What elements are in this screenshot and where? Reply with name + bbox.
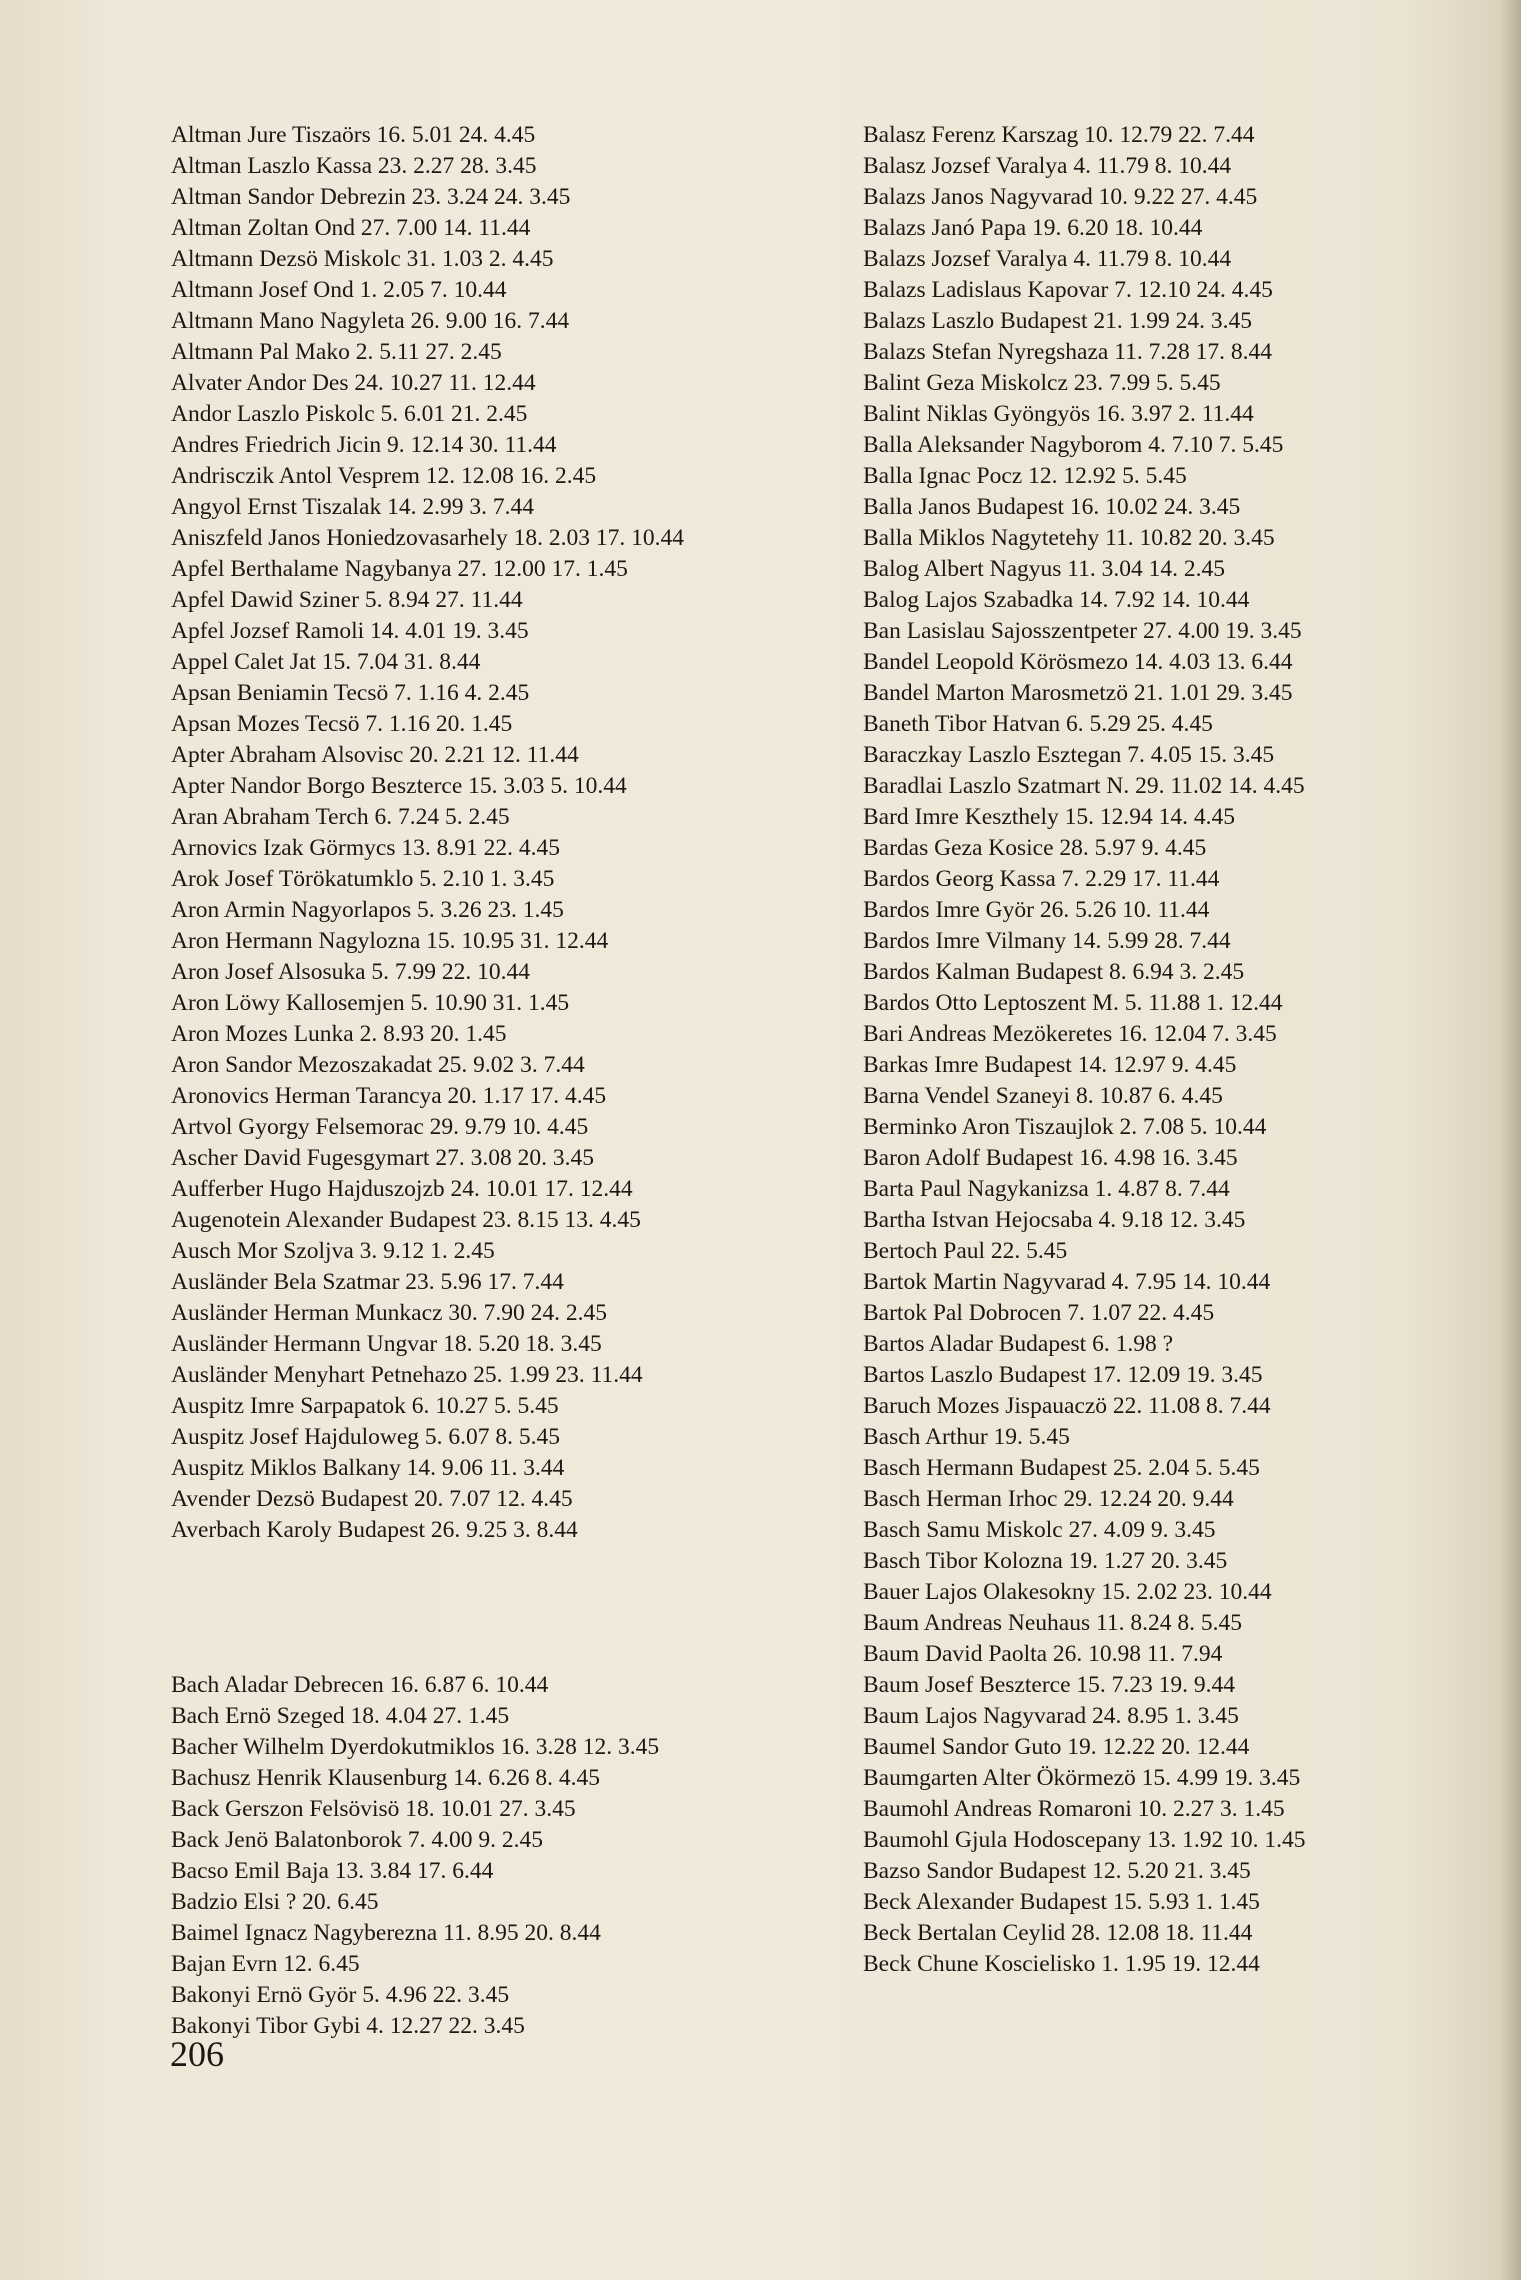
- list-item: Bardos Otto Leptoszent M. 5. 11.88 1. 12.44: [863, 990, 1283, 1016]
- list-item: Apsan Beniamin Tecsö 7. 1.16 4. 2.45: [171, 680, 530, 706]
- list-item: Andres Friedrich Jicin 9. 12.14 30. 11.44: [171, 432, 557, 458]
- list-item: Balla Aleksander Nagyborom 4. 7.10 7. 5.45: [863, 432, 1284, 458]
- list-item: Bachusz Henrik Klausenburg 14. 6.26 8. 4.45: [171, 1765, 601, 1791]
- list-item: Bartok Pal Dobrocen 7. 1.07 22. 4.45: [863, 1300, 1215, 1326]
- list-item: Baruch Mozes Jispauaczö 22. 11.08 8. 7.44: [863, 1393, 1271, 1419]
- list-item: Balazs Stefan Nyregshaza 11. 7.28 17. 8.44: [863, 339, 1272, 365]
- list-item: Bauer Lajos Olakesokny 15. 2.02 23. 10.44: [863, 1579, 1272, 1605]
- list-item: Bardos Kalman Budapest 8. 6.94 3. 2.45: [863, 959, 1245, 985]
- list-item: Barkas Imre Budapest 14. 12.97 9. 4.45: [863, 1052, 1237, 1078]
- list-item: Aran Abraham Terch 6. 7.24 5. 2.45: [171, 804, 510, 830]
- list-item: Altman Jure Tiszaörs 16. 5.01 24. 4.45: [171, 122, 536, 148]
- list-item: Andor Laszlo Piskolc 5. 6.01 21. 2.45: [171, 401, 528, 427]
- list-item: Balazs Ladislaus Kapovar 7. 12.10 24. 4.45: [863, 277, 1273, 303]
- list-item: Apfel Dawid Sziner 5. 8.94 27. 11.44: [171, 587, 523, 613]
- list-item: Bari Andreas Mezökeretes 16. 12.04 7. 3.45: [863, 1021, 1277, 1047]
- list-item: Bardos Georg Kassa 7. 2.29 17. 11.44: [863, 866, 1220, 892]
- list-item: Balasz Jozsef Varalya 4. 11.79 8. 10.44: [863, 153, 1232, 179]
- list-item: Altman Laszlo Kassa 23. 2.27 28. 3.45: [171, 153, 537, 179]
- list-item: Balog Albert Nagyus 11. 3.04 14. 2.45: [863, 556, 1226, 582]
- list-item: Altman Sandor Debrezin 23. 3.24 24. 3.45: [171, 184, 571, 210]
- list-item: Beck Alexander Budapest 15. 5.93 1. 1.45: [863, 1889, 1260, 1915]
- list-item: Aron Josef Alsosuka 5. 7.99 22. 10.44: [171, 959, 531, 985]
- list-item: Baum Josef Beszterce 15. 7.23 19. 9.44: [863, 1672, 1236, 1698]
- list-item: Bard Imre Keszthely 15. 12.94 14. 4.45: [863, 804, 1236, 830]
- list-item: Baumgarten Alter Ökörmezö 15. 4.99 19. 3.45: [863, 1765, 1301, 1791]
- list-item: Bardos Imre Györ 26. 5.26 10. 11.44: [863, 897, 1210, 923]
- list-item: Ascher David Fugesgymart 27. 3.08 20. 3.45: [171, 1145, 594, 1171]
- list-item: Ausländer Herman Munkacz 30. 7.90 24. 2.45: [171, 1300, 607, 1326]
- list-item: Balazs Laszlo Budapest 21. 1.99 24. 3.45: [863, 308, 1252, 334]
- list-item: Ausch Mor Szoljva 3. 9.12 1. 2.45: [171, 1238, 495, 1264]
- list-item: Aron Armin Nagyorlapos 5. 3.26 23. 1.45: [171, 897, 564, 923]
- list-item: Averbach Karoly Budapest 26. 9.25 3. 8.44: [171, 1517, 578, 1543]
- list-item: Baumel Sandor Guto 19. 12.22 20. 12.44: [863, 1734, 1250, 1760]
- list-item: Barta Paul Nagykanizsa 1. 4.87 8. 7.44: [863, 1176, 1230, 1202]
- list-item: Bardas Geza Kosice 28. 5.97 9. 4.45: [863, 835, 1207, 861]
- list-item: Baum Andreas Neuhaus 11. 8.24 8. 5.45: [863, 1610, 1242, 1636]
- right-column: [863, 120, 1463, 1980]
- list-item: Bach Ernö Szeged 18. 4.04 27. 1.45: [171, 1703, 510, 1729]
- list-item: Bacher Wilhelm Dyerdokutmiklos 16. 3.28 12. 3.45: [171, 1734, 660, 1760]
- left-column: [171, 120, 811, 2042]
- list-item: Balla Janos Budapest 16. 10.02 24. 3.45: [863, 494, 1241, 520]
- list-item: Alvater Andor Des 24. 10.27 11. 12.44: [171, 370, 536, 396]
- list-item: Bach Aladar Debrecen 16. 6.87 6. 10.44: [171, 1672, 549, 1698]
- list-item: Balazs Janos Nagyvarad 10. 9.22 27. 4.45: [863, 184, 1258, 210]
- list-item: Badzio Elsi ? 20. 6.45: [171, 1889, 379, 1915]
- list-item: Basch Hermann Budapest 25. 2.04 5. 5.45: [863, 1455, 1260, 1481]
- list-item: Aufferber Hugo Hajduszojzb 24. 10.01 17. 12.44: [171, 1176, 633, 1202]
- list-item: Basch Arthur 19. 5.45: [863, 1424, 1070, 1450]
- list-item: Appel Calet Jat 15. 7.04 31. 8.44: [171, 649, 481, 675]
- list-item: Basch Samu Miskolc 27. 4.09 9. 3.45: [863, 1517, 1216, 1543]
- list-item: Balazs Janó Papa 19. 6.20 18. 10.44: [863, 215, 1203, 241]
- list-item: Balazs Jozsef Varalya 4. 11.79 8. 10.44: [863, 246, 1232, 272]
- list-item: Auspitz Imre Sarpapatok 6. 10.27 5. 5.45: [171, 1393, 559, 1419]
- list-item: Basch Tibor Kolozna 19. 1.27 20. 3.45: [863, 1548, 1228, 1574]
- list-item: Apfel Jozsef Ramoli 14. 4.01 19. 3.45: [171, 618, 529, 644]
- list-item: Altmann Dezsö Miskolc 31. 1.03 2. 4.45: [171, 246, 554, 272]
- list-item: Arnovics Izak Görmycs 13. 8.91 22. 4.45: [171, 835, 560, 861]
- list-item: Bartos Aladar Budapest 6. 1.98 ?: [863, 1331, 1174, 1357]
- page-number: 206: [170, 2034, 224, 2074]
- list-item: Baumohl Gjula Hodoscepany 13. 1.92 10. 1.45: [863, 1827, 1306, 1853]
- list-item: Aron Mozes Lunka 2. 8.93 20. 1.45: [171, 1021, 507, 1047]
- list-item: Bartos Laszlo Budapest 17. 12.09 19. 3.45: [863, 1362, 1263, 1388]
- list-item: Altmann Mano Nagyleta 26. 9.00 16. 7.44: [171, 308, 570, 334]
- list-item: Artvol Gyorgy Felsemorac 29. 9.79 10. 4.45: [171, 1114, 589, 1140]
- list-item: Balla Ignac Pocz 12. 12.92 5. 5.45: [863, 463, 1187, 489]
- list-item: Aron Sandor Mezoszakadat 25. 9.02 3. 7.44: [171, 1052, 585, 1078]
- list-item: Baimel Ignacz Nagyberezna 11. 8.95 20. 8.44: [171, 1920, 601, 1946]
- list-item: Baum Lajos Nagyvarad 24. 8.95 1. 3.45: [863, 1703, 1239, 1729]
- list-item: Bandel Marton Marosmetzö 21. 1.01 29. 3.45: [863, 680, 1293, 706]
- list-item: Apter Abraham Alsovisc 20. 2.21 12. 11.44: [171, 742, 579, 768]
- list-item: Altmann Josef Ond 1. 2.05 7. 10.44: [171, 277, 507, 303]
- page-binding-shadow: [1499, 0, 1521, 2280]
- list-item: Aron Hermann Nagylozna 15. 10.95 31. 12.44: [171, 928, 609, 954]
- list-item: Berminko Aron Tiszaujlok 2. 7.08 5. 10.44: [863, 1114, 1267, 1140]
- list-item: Ban Lasislau Sajosszentpeter 27. 4.00 19. 3.45: [863, 618, 1302, 644]
- list-item: Beck Bertalan Ceylid 28. 12.08 18. 11.44: [863, 1920, 1253, 1946]
- list-item: Aron Löwy Kallosemjen 5. 10.90 31. 1.45: [171, 990, 570, 1016]
- list-item: Balla Miklos Nagytetehy 11. 10.82 20. 3.45: [863, 525, 1275, 551]
- list-item: Ausländer Bela Szatmar 23. 5.96 17. 7.44: [171, 1269, 564, 1295]
- list-item: Beck Chune Koscielisko 1. 1.95 19. 12.44: [863, 1951, 1260, 1977]
- list-item: Bardos Imre Vilmany 14. 5.99 28. 7.44: [863, 928, 1231, 954]
- list-item: Avender Dezsö Budapest 20. 7.07 12. 4.45: [171, 1486, 573, 1512]
- list-item: Bandel Leopold Körösmezo 14. 4.03 13. 6.44: [863, 649, 1293, 675]
- list-item: Balint Geza Miskolcz 23. 7.99 5. 5.45: [863, 370, 1221, 396]
- list-item: Bartok Martin Nagyvarad 4. 7.95 14. 10.44: [863, 1269, 1271, 1295]
- list-item: Barna Vendel Szaneyi 8. 10.87 6. 4.45: [863, 1083, 1223, 1109]
- list-item: Auspitz Miklos Balkany 14. 9.06 11. 3.44: [171, 1455, 565, 1481]
- list-item: Angyol Ernst Tiszalak 14. 2.99 3. 7.44: [171, 494, 534, 520]
- list-item: Bertoch Paul 22. 5.45: [863, 1238, 1068, 1264]
- list-item: Back Jenö Balatonborok 7. 4.00 9. 2.45: [171, 1827, 544, 1853]
- list-item: Apsan Mozes Tecsö 7. 1.16 20. 1.45: [171, 711, 513, 737]
- list-item: Auspitz Josef Hajduloweg 5. 6.07 8. 5.45: [171, 1424, 561, 1450]
- list-item: Apfel Berthalame Nagybanya 27. 12.00 17. 1.45: [171, 556, 628, 582]
- list-item: Ausländer Menyhart Petnehazo 25. 1.99 23. 11.44: [171, 1362, 643, 1388]
- list-item: Baumohl Andreas Romaroni 10. 2.27 3. 1.45: [863, 1796, 1285, 1822]
- list-item: Arok Josef Törökatumklo 5. 2.10 1. 3.45: [171, 866, 555, 892]
- list-item: Altmann Pal Mako 2. 5.11 27. 2.45: [171, 339, 502, 365]
- list-item: Bakonyi Tibor Gybi 4. 12.27 22. 3.45: [171, 2013, 525, 2039]
- section-gap: [171, 1546, 811, 1670]
- list-item: Back Gerszon Felsövisö 18. 10.01 27. 3.45: [171, 1796, 576, 1822]
- list-item: Bakonyi Ernö Györ 5. 4.96 22. 3.45: [171, 1982, 510, 2008]
- list-item: Balog Lajos Szabadka 14. 7.92 14. 10.44: [863, 587, 1250, 613]
- list-item: Baraczkay Laszlo Esztegan 7. 4.05 15. 3.45: [863, 742, 1275, 768]
- list-item: Balasz Ferenz Karszag 10. 12.79 22. 7.44: [863, 122, 1255, 148]
- list-item: Aronovics Herman Tarancya 20. 1.17 17. 4.45: [171, 1083, 607, 1109]
- list-item: Ausländer Hermann Ungvar 18. 5.20 18. 3.45: [171, 1331, 602, 1357]
- list-item: Bartha Istvan Hejocsaba 4. 9.18 12. 3.45: [863, 1207, 1246, 1233]
- list-item: Baron Adolf Budapest 16. 4.98 16. 3.45: [863, 1145, 1238, 1171]
- list-item: Aniszfeld Janos Honiedzovasarhely 18. 2.03 17. 10.44: [171, 525, 684, 551]
- list-item: Bacso Emil Baja 13. 3.84 17. 6.44: [171, 1858, 494, 1884]
- list-item: Balint Niklas Gyöngyös 16. 3.97 2. 11.44: [863, 401, 1254, 427]
- list-item: Altman Zoltan Ond 27. 7.00 14. 11.44: [171, 215, 531, 241]
- list-item: Basch Herman Irhoc 29. 12.24 20. 9.44: [863, 1486, 1234, 1512]
- list-item: Bazso Sandor Budapest 12. 5.20 21. 3.45: [863, 1858, 1251, 1884]
- list-item: Baum David Paolta 26. 10.98 11. 7.94: [863, 1641, 1223, 1667]
- list-item: Baradlai Laszlo Szatmart N. 29. 11.02 14. 4.45: [863, 773, 1305, 799]
- list-item: Apter Nandor Borgo Beszterce 15. 3.03 5. 10.44: [171, 773, 627, 799]
- list-item: Baneth Tibor Hatvan 6. 5.29 25. 4.45: [863, 711, 1213, 737]
- list-item: Augenotein Alexander Budapest 23. 8.15 13. 4.45: [171, 1207, 641, 1233]
- list-item: Bajan Evrn 12. 6.45: [171, 1951, 360, 1977]
- list-item: Andrisczik Antol Vesprem 12. 12.08 16. 2.45: [171, 463, 597, 489]
